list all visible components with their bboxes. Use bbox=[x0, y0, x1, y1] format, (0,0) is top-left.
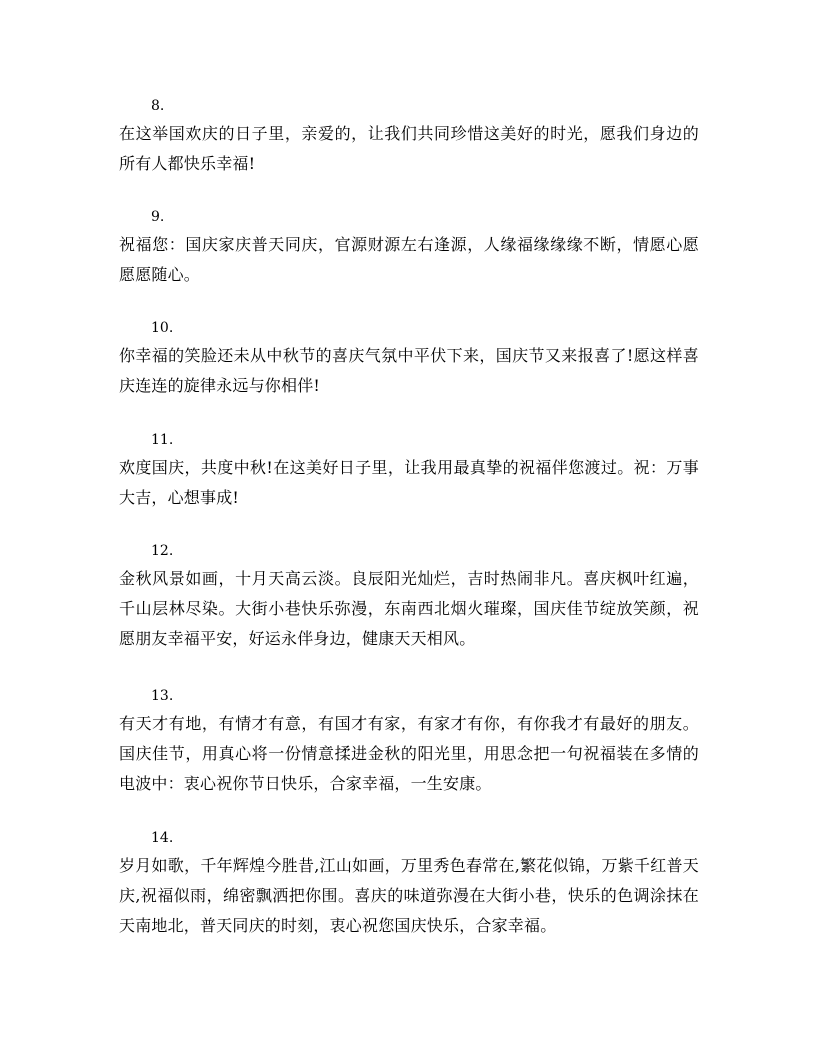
entry-12 bbox=[119, 542, 699, 654]
entry-text: 欢度国庆，共度中秋!在这美好日子里，让我用最真挚的祝福伴您渡过。祝：万事大吉，心想事成! bbox=[119, 458, 699, 507]
entry-9 bbox=[119, 208, 699, 290]
entry-number: 12. bbox=[151, 543, 174, 559]
entry-text: 岁月如歌，千年辉煌今胜昔,江山如画，万里秀色春常在,繁花似锦，万紫千红普天庆,祝福似雨，绵密飘洒把你围。喜庆的味道弥漫在大街小巷，快乐的色调涂抹在天南地北，普天同庆的时刻，衷心祝您国庆快乐，合家幸福。 bbox=[119, 856, 699, 935]
entry-number: 11. bbox=[151, 432, 174, 448]
entry-number: 9. bbox=[151, 209, 165, 225]
entry-number: 13. bbox=[151, 688, 174, 704]
entry-number: 8. bbox=[151, 98, 165, 114]
entry-number: 14. bbox=[151, 830, 174, 846]
entry-text: 祝福您：国庆家庆普天同庆，官源财源左右逢源，人缘福缘缘缘不断，情愿心愿愿愿随心。 bbox=[119, 235, 699, 284]
entry-text: 金秋风景如画，十月天高云淡。良辰阳光灿烂，吉时热闹非凡。喜庆枫叶红遍，千山层林尽染。大街小巷快乐弥漫，东南西北烟火璀璨，国庆佳节绽放笑颜，祝愿朋友幸福平安，好运永伴身边，健康天天相风。 bbox=[119, 569, 699, 648]
entry-8 bbox=[119, 97, 699, 179]
entry-text: 你幸福的笑脸还未从中秋节的喜庆气氛中平伏下来，国庆节又来报喜了!愿这样喜庆连连的旋律永远与你相伴! bbox=[119, 346, 699, 395]
entry-text: 有天才有地，有情才有意，有国才有家，有家才有你，有你我才有最好的朋友。国庆佳节，用真心将一份情意揉进金秋的阳光里，用思念把一句祝福装在多情的电波中：衷心祝你节日快乐，合家幸福，一生安康。 bbox=[119, 714, 699, 793]
entry-text: 在这举国欢庆的日子里，亲爱的，让我们共同珍惜这美好的时光，愿我们身边的所有人都快乐幸福! bbox=[119, 124, 699, 173]
entry-number: 10. bbox=[151, 320, 174, 336]
entry-14 bbox=[119, 829, 699, 941]
entry-13 bbox=[119, 687, 699, 799]
entry-11 bbox=[119, 431, 699, 513]
entry-10 bbox=[119, 319, 699, 401]
